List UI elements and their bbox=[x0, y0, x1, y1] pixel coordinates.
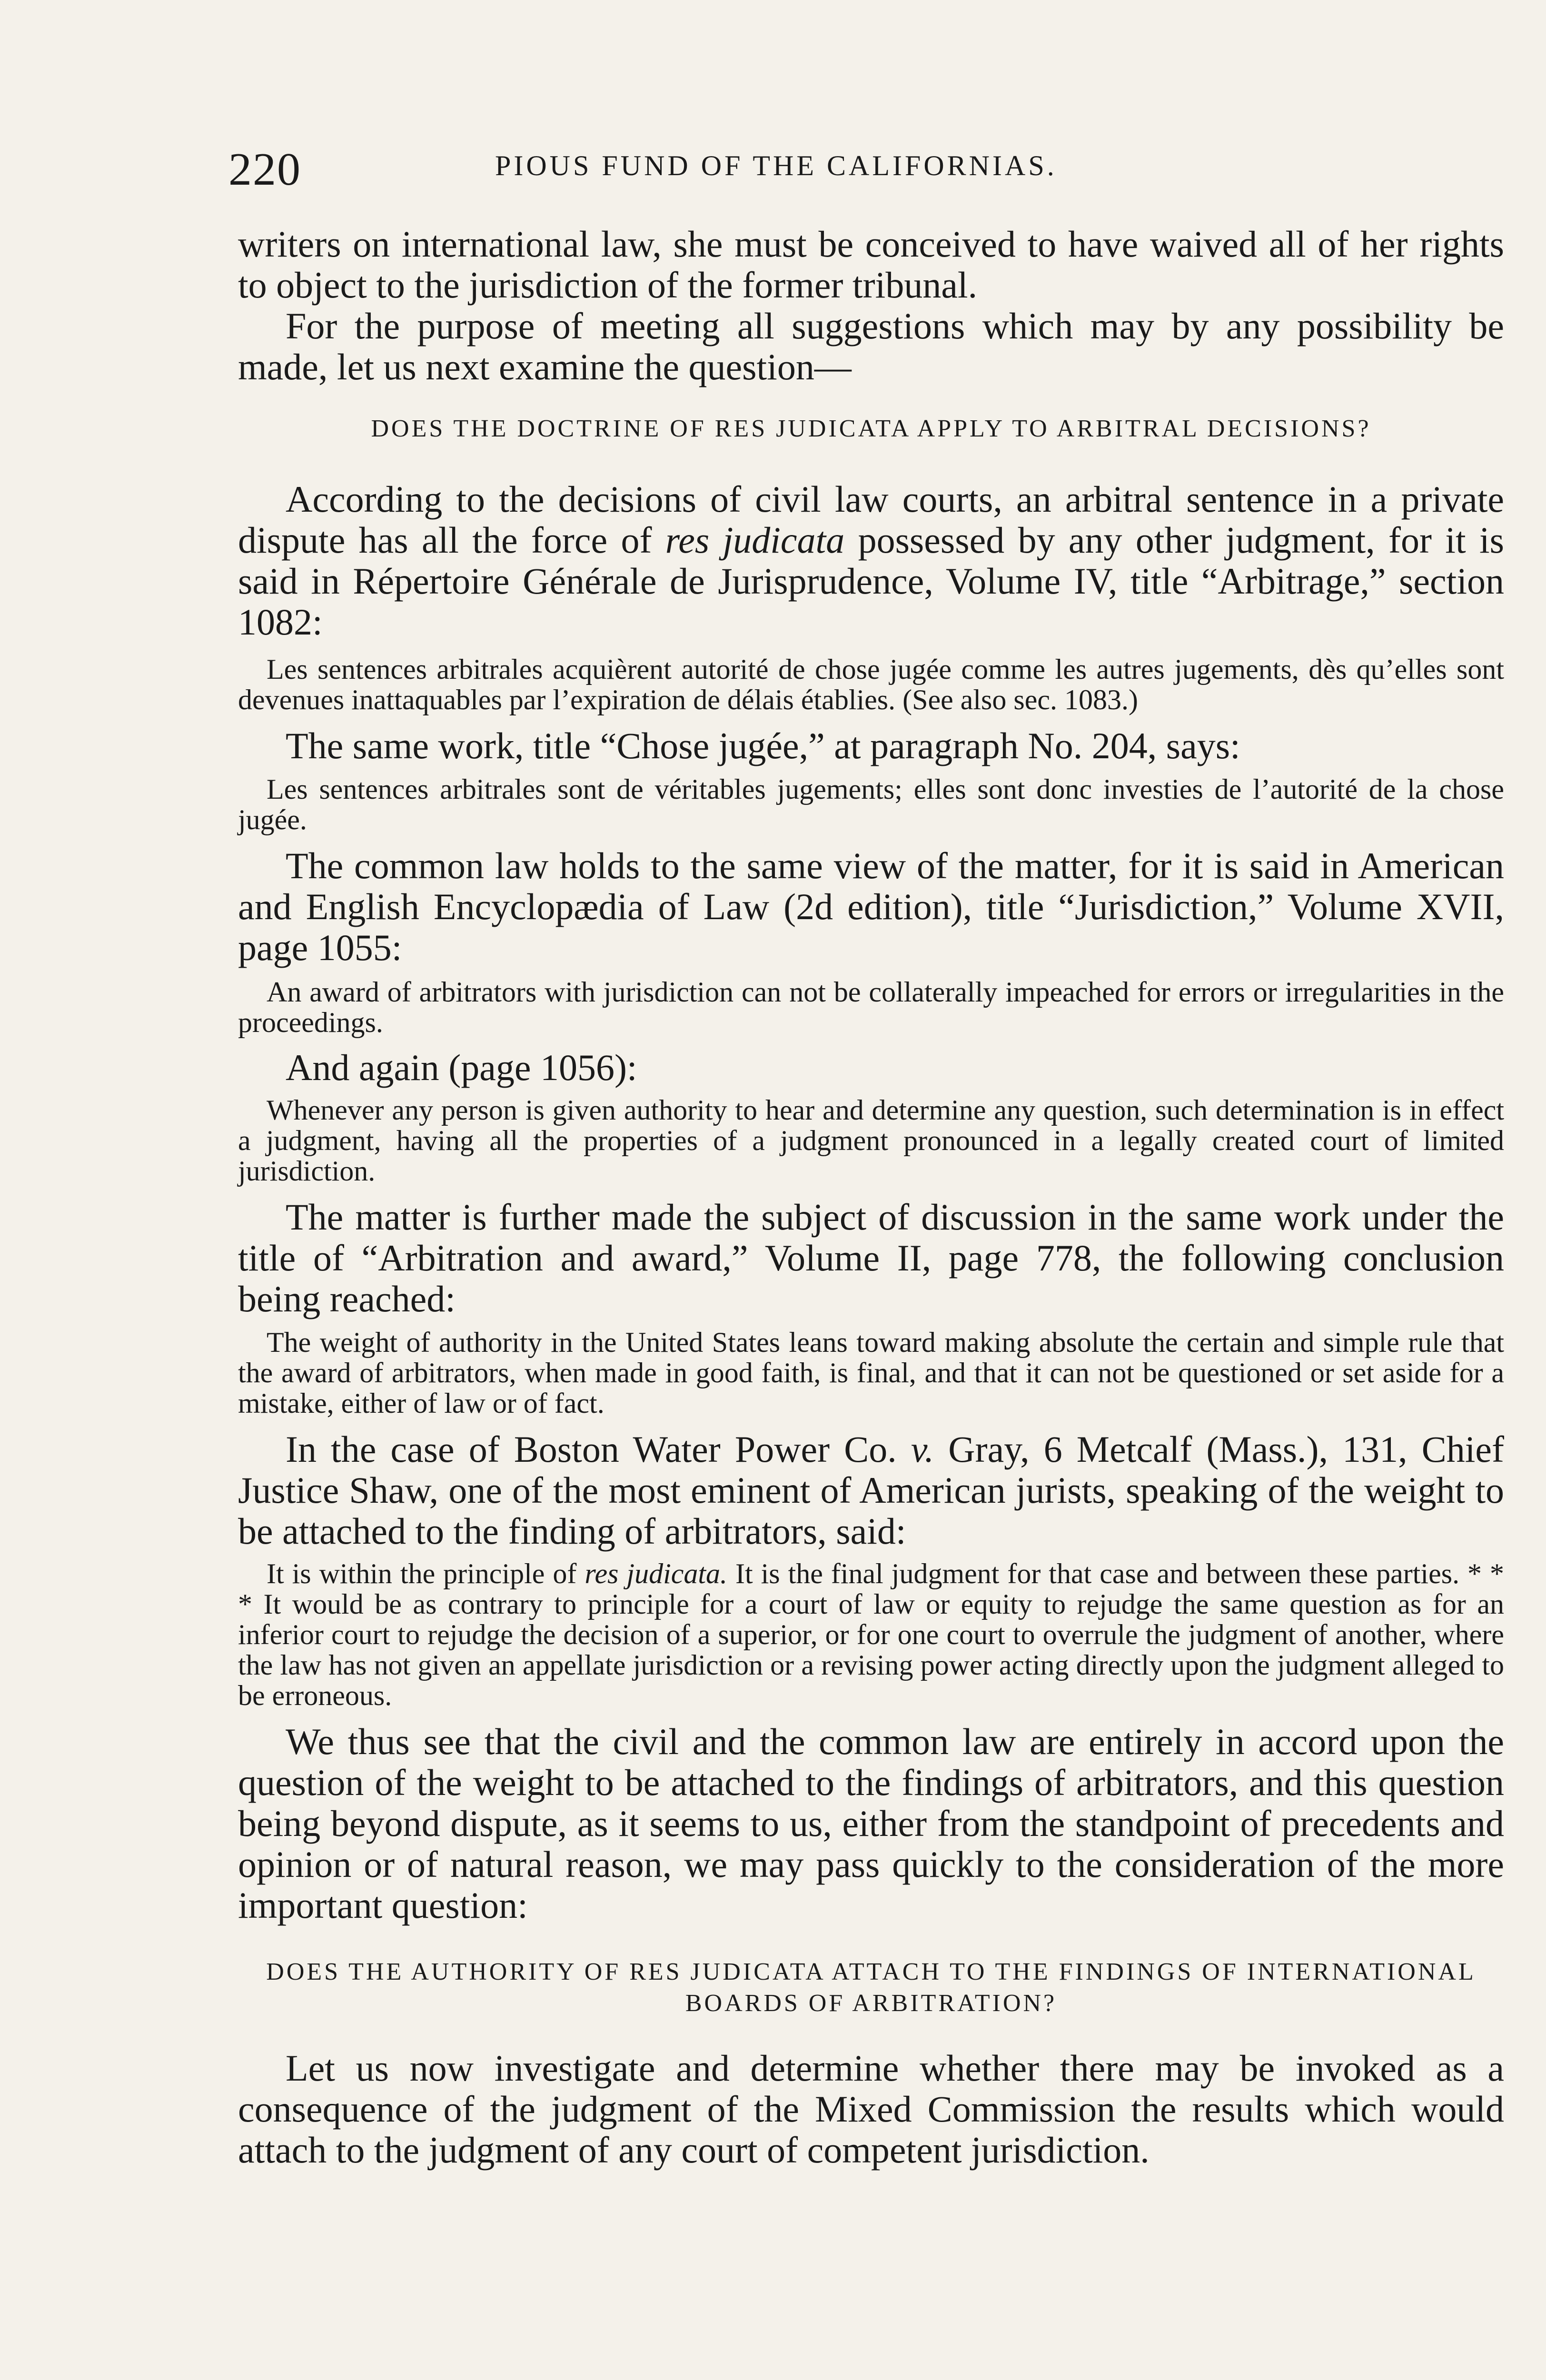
text-run: It is the final judgment for that case and between these parties. * * * It would be as contrary to principle for a court of law or equity to rejudge the same question as for an inferior court to rejudge the decision of a superior, or for one court to overrule the judgment of another, where the law has not given an appellate jurisdiction or a revising power acting directly upon the judgment alleged to be erroneous. bbox=[238, 1558, 1504, 1711]
section-heading-international-boards: DOES THE AUTHORITY OF RES JUDICATA ATTACH TO THE FINDINGS OF INTERNATIONAL BOARDS OF ARBITRATION? bbox=[266, 1958, 1476, 2017]
paragraph-investigate: Let us now investigate and determine whether there may be invoked as a consequence of the judgment of the Mixed Commission the results which would attach to the judgment of any court of competent jurisdiction. bbox=[238, 2047, 1504, 2171]
text-run: It is within the principle of bbox=[267, 1558, 585, 1589]
quote-chief-justice-shaw bbox=[238, 1558, 1504, 1711]
paragraph-common-law: The common law holds to the same view of the matter, for it is said in American and English Encyclopædia of Law (2d edition), title “Jurisdiction,” Volume XVII, page 1055: bbox=[238, 845, 1504, 968]
italic-term: v. bbox=[911, 1428, 934, 1470]
running-head bbox=[228, 143, 1504, 195]
text-run: According to the decisions of civil law courts, an arbitral sentence in a private dispute has all the force of bbox=[238, 478, 1504, 561]
paragraph-continuation: writers on international law, she must be conceived to have waived all of her rights to object to the jurisdiction of the former tribunal. bbox=[238, 223, 1504, 306]
paragraph-civil-law bbox=[238, 479, 1504, 643]
italic-term: res judicata. bbox=[585, 1558, 728, 1589]
paragraph-boston-water-power bbox=[238, 1429, 1504, 1552]
text-run: Gray, 6 Metcalf (Mass.), 131, Chief Justice Shaw, one of the most eminent of American jurists, speaking of the weight to be attached to the finding of arbitrators, said: bbox=[238, 1428, 1504, 1552]
paragraph-purpose: For the purpose of meeting all suggestions which may by any possibility be made, let us next examine the question— bbox=[238, 305, 1504, 387]
text-run: In the case of Boston Water Power Co. bbox=[286, 1428, 911, 1470]
quote-page-1056: Whenever any person is given authority to hear and determine any question, such determination is in effect a judgment, having all the properties of a judgment pronounced in a legally created court of limited jurisdiction. bbox=[238, 1094, 1504, 1187]
quote-encyclopaedia: An award of arbitrators with jurisdiction can not be collaterally impeached for errors or irregularities in the proceedings. bbox=[238, 976, 1504, 1038]
paragraph-accord: We thus see that the civil and the common law are entirely in accord upon the question of the weight to be attached to the findings of arbitrators, and this question being beyond dispute, as it seems to us, either from the standpoint of precedents and opinion or of natural reason, we may pass quickly to the consideration of the more important question: bbox=[238, 1721, 1504, 1926]
section-heading-res-judicata: DOES THE DOCTRINE OF RES JUDICATA APPLY TO ARBITRAL DECISIONS? bbox=[371, 415, 1371, 442]
paragraph-chose-jugee: The same work, title “Chose jugée,” at paragraph No. 204, says: bbox=[286, 725, 1240, 766]
italic-term: res judicata bbox=[665, 519, 845, 561]
running-title: PIOUS FUND OF THE CALIFORNIAS. bbox=[495, 150, 1057, 181]
quote-chose-jugee: Les sentences arbitrales sont de véritables jugements; elles sont donc investies de l’autorité de la chose jugée. bbox=[238, 774, 1504, 835]
paragraph-again: And again (page 1056): bbox=[286, 1047, 637, 1088]
text-run: possessed by any other judgment, for it is said in Répertoire Générale de Jurisprudence, Volume IV, title “Arbitrage,” section 1082: bbox=[238, 519, 1504, 643]
page-body bbox=[238, 224, 1504, 2171]
quote-repertoire: Les sentences arbitrales acquièrent autorité de chose jugée comme les autres jugements, dès qu’elles sont devenues inattaquables par l’expiration de délais établies. (See also sec. 1083.) bbox=[238, 654, 1504, 715]
paragraph-arbitration-award: The matter is further made the subject of discussion in the same work under the title of “Arbitration and award,” Volume II, page 778, the following conclusion being reached: bbox=[238, 1196, 1504, 1319]
quote-weight-of-authority: The weight of authority in the United States leans toward making absolute the certain and simple rule that the award of arbitrators, when made in good faith, is final, and that it can not be questioned or set aside for a mistake, either of law or of fact. bbox=[238, 1327, 1504, 1419]
page-number: 220 bbox=[228, 144, 301, 195]
